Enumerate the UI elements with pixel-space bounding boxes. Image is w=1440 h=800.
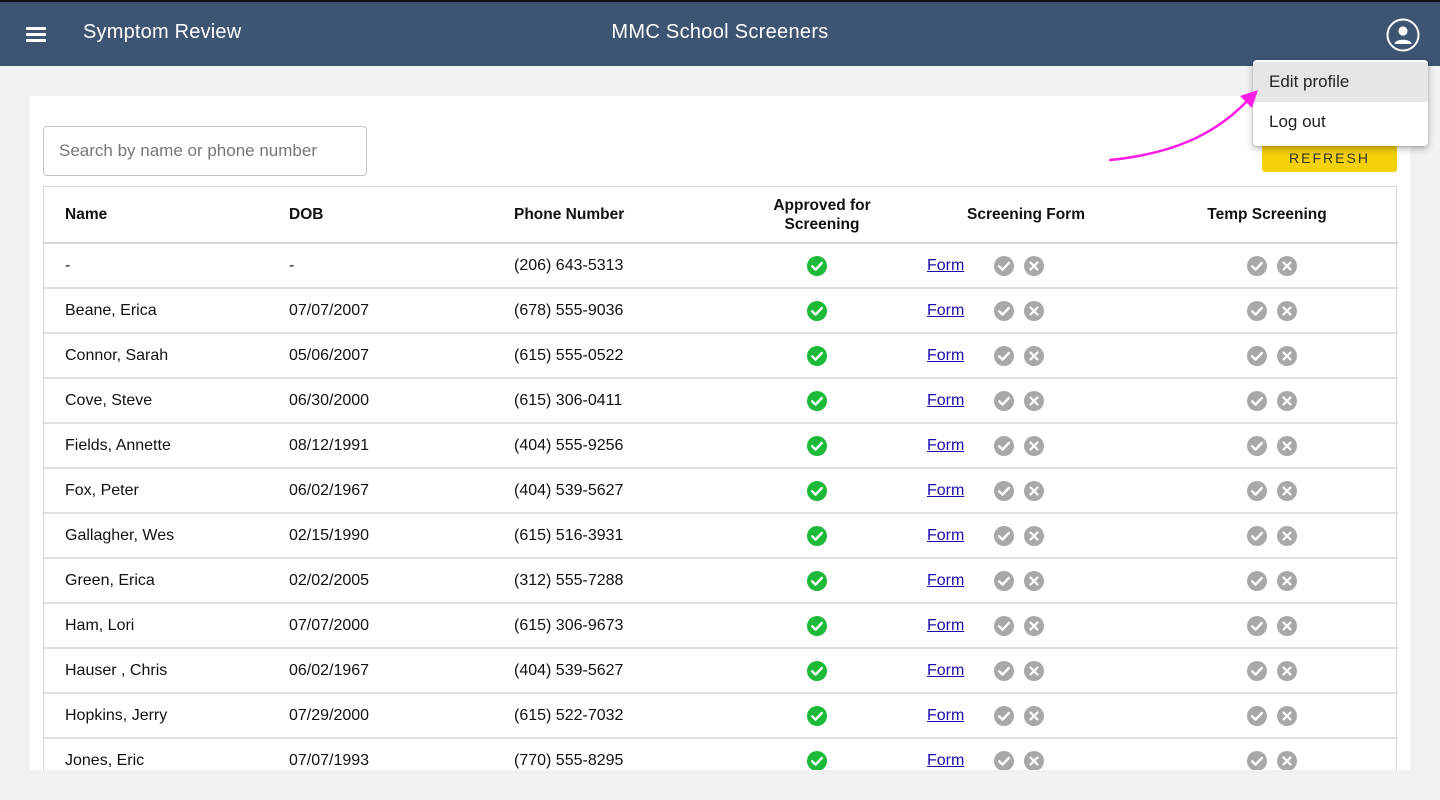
account-circle-icon[interactable] [1386,18,1420,52]
cell-dob: 07/07/2007 [268,288,493,333]
app-bar [0,0,1440,66]
cell-name: Green, Erica [44,558,268,603]
cell-name: Fields, Annette [44,423,268,468]
cell-approved [728,558,916,603]
cell-phone: (206) 643-5313 [493,243,728,288]
cell-temp-screening [1136,243,1398,288]
cell-dob: 07/29/2000 [268,693,493,738]
reject-x-icon[interactable] [1023,480,1045,502]
column-header-dob: DOB [268,187,493,243]
column-header-name: Name [44,187,268,243]
approve-check-icon[interactable] [993,255,1015,277]
table-header-row [44,187,1398,243]
approve-check-icon[interactable] [1246,435,1268,457]
cell-approved [728,378,916,423]
reject-x-icon[interactable] [1276,435,1298,457]
approve-check-icon[interactable] [993,570,1015,592]
reject-x-icon[interactable] [1276,705,1298,727]
reject-x-icon[interactable] [1023,300,1045,322]
approve-check-icon[interactable] [1246,255,1268,277]
cell-approved [728,603,916,648]
cell-screening-form [916,468,1136,513]
cell-approved [728,693,916,738]
cell-dob: 02/02/2005 [268,558,493,603]
cell-approved [728,333,916,378]
cell-temp-screening [1136,558,1398,603]
approved-check-icon [806,660,828,682]
cell-approved [728,243,916,288]
reject-x-icon[interactable] [1023,615,1045,637]
reject-x-icon[interactable] [1023,750,1045,771]
approved-check-icon [806,615,828,637]
reject-x-icon[interactable] [1023,255,1045,277]
cell-screening-form [916,738,1136,770]
form-link[interactable]: Form [927,346,965,364]
table-row [44,603,1398,648]
approved-check-icon [806,435,828,457]
cell-dob: 07/07/2000 [268,603,493,648]
form-link[interactable]: Form [927,436,965,454]
approved-check-icon [806,705,828,727]
cell-name: Ham, Lori [44,603,268,648]
approve-check-icon[interactable] [993,615,1015,637]
reject-x-icon[interactable] [1276,615,1298,637]
reject-x-icon[interactable] [1023,390,1045,412]
cell-screening-form [916,333,1136,378]
reject-x-icon[interactable] [1276,300,1298,322]
table-row [44,468,1398,513]
table-row [44,693,1398,738]
cell-approved [728,288,916,333]
table-row [44,648,1398,693]
cell-name: - [44,243,268,288]
cell-dob: 05/06/2007 [268,333,493,378]
cell-name: Beane, Erica [44,288,268,333]
cell-phone: (615) 522-7032 [493,693,728,738]
form-link[interactable]: Form [927,661,965,679]
cell-dob: 02/15/1990 [268,513,493,558]
cell-temp-screening [1136,288,1398,333]
column-header-screening-form: Screening Form [916,187,1136,243]
approve-check-icon[interactable] [1246,390,1268,412]
page-title: Symptom Review [83,21,242,43]
approved-check-icon [806,750,828,771]
cell-phone: (312) 555-7288 [493,558,728,603]
cell-temp-screening [1136,738,1398,770]
cell-name: Connor, Sarah [44,333,268,378]
cell-phone: (404) 539-5627 [493,648,728,693]
approve-check-icon[interactable] [993,525,1015,547]
reject-x-icon[interactable] [1023,525,1045,547]
reject-x-icon[interactable] [1023,660,1045,682]
approve-check-icon[interactable] [1246,300,1268,322]
cell-screening-form [916,513,1136,558]
cell-name: Cove, Steve [44,378,268,423]
profile-dropdown-menu [1253,60,1428,146]
form-link[interactable]: Form [927,616,965,634]
approved-check-icon [806,570,828,592]
reject-x-icon[interactable] [1276,390,1298,412]
cell-dob: 07/07/1993 [268,738,493,770]
cell-phone: (404) 555-9256 [493,423,728,468]
column-header-temp-screening: Temp Screening [1136,187,1398,243]
approve-check-icon[interactable] [1246,480,1268,502]
table-row [44,513,1398,558]
cell-dob: 06/30/2000 [268,378,493,423]
form-link[interactable]: Form [927,481,965,499]
cell-dob: 06/02/1967 [268,648,493,693]
column-header-phone: Phone Number [493,187,728,243]
approved-check-icon [806,255,828,277]
approve-check-icon[interactable] [1246,615,1268,637]
cell-screening-form [916,378,1136,423]
cell-approved [728,648,916,693]
cell-phone: (770) 555-8295 [493,738,728,770]
reject-x-icon[interactable] [1276,660,1298,682]
reject-x-icon[interactable] [1276,525,1298,547]
approved-check-icon [806,390,828,412]
table-row [44,333,1398,378]
reject-x-icon[interactable] [1023,705,1045,727]
reject-x-icon[interactable] [1276,480,1298,502]
cell-phone: (615) 306-0411 [493,378,728,423]
table-row [44,288,1398,333]
cell-approved [728,738,916,770]
cell-temp-screening [1136,648,1398,693]
reject-x-icon[interactable] [1276,345,1298,367]
cell-screening-form [916,243,1136,288]
form-link[interactable]: Form [927,706,965,724]
cell-temp-screening [1136,378,1398,423]
menu-item-edit-profile[interactable]: Edit profile [1253,62,1428,102]
approved-check-icon [806,345,828,367]
cell-phone: (615) 555-0522 [493,333,728,378]
approve-check-icon[interactable] [1246,660,1268,682]
cell-screening-form [916,603,1136,648]
cell-temp-screening [1136,513,1398,558]
form-link[interactable]: Form [927,391,965,409]
cell-name: Gallagher, Wes [44,513,268,558]
approve-check-icon[interactable] [993,750,1015,771]
cell-screening-form [916,693,1136,738]
cell-name: Fox, Peter [44,468,268,513]
cell-dob: - [268,243,493,288]
cell-temp-screening [1136,603,1398,648]
cell-temp-screening [1136,423,1398,468]
approve-check-icon[interactable] [993,300,1015,322]
table-row [44,243,1398,288]
approved-check-icon [806,525,828,547]
cell-phone: (678) 555-9036 [493,288,728,333]
cell-phone: (404) 539-5627 [493,468,728,513]
approve-check-icon[interactable] [1246,750,1268,771]
table-row [44,378,1398,423]
column-header-approved: Approved for Screening [728,187,916,243]
cell-temp-screening [1136,333,1398,378]
form-link[interactable]: Form [927,571,965,589]
approve-check-icon[interactable] [1246,525,1268,547]
cell-dob: 06/02/1967 [268,468,493,513]
approve-check-icon[interactable] [1246,345,1268,367]
approve-check-icon[interactable] [993,345,1015,367]
table-row [44,423,1398,468]
form-link[interactable]: Form [927,526,965,544]
cell-screening-form [916,288,1136,333]
cell-screening-form [916,558,1136,603]
form-link[interactable]: Form [927,256,965,274]
reject-x-icon[interactable] [1276,750,1298,771]
approve-check-icon[interactable] [993,660,1015,682]
cell-approved [728,513,916,558]
cell-approved [728,468,916,513]
cell-temp-screening [1136,693,1398,738]
reject-x-icon[interactable] [1023,435,1045,457]
reject-x-icon[interactable] [1276,570,1298,592]
approve-check-icon[interactable] [993,435,1015,457]
organization-title: MMC School Screeners [611,21,829,43]
table-row [44,738,1398,770]
search-input[interactable] [43,126,367,176]
form-link[interactable]: Form [927,751,965,769]
reject-x-icon[interactable] [1276,255,1298,277]
cell-phone: (615) 516-3931 [493,513,728,558]
form-link[interactable]: Form [927,301,965,319]
approved-check-icon [806,480,828,502]
approve-check-icon[interactable] [993,390,1015,412]
cell-screening-form [916,423,1136,468]
approve-check-icon[interactable] [993,705,1015,727]
reject-x-icon[interactable] [1023,345,1045,367]
screeners-table [43,186,1397,770]
approved-check-icon [806,300,828,322]
content-card [30,96,1410,770]
cell-approved [728,423,916,468]
cell-name: Hauser , Chris [44,648,268,693]
approve-check-icon[interactable] [993,480,1015,502]
approve-check-icon[interactable] [1246,570,1268,592]
cell-temp-screening [1136,468,1398,513]
cell-name: Jones, Eric [44,738,268,770]
approve-check-icon[interactable] [1246,705,1268,727]
cell-dob: 08/12/1991 [268,423,493,468]
table-row [44,558,1398,603]
cell-name: Hopkins, Jerry [44,693,268,738]
refresh-button[interactable]: REFRESH [1262,138,1397,172]
cell-phone: (615) 306-9673 [493,603,728,648]
reject-x-icon[interactable] [1023,570,1045,592]
cell-screening-form [916,648,1136,693]
menu-item-log-out[interactable]: Log out [1269,112,1326,131]
